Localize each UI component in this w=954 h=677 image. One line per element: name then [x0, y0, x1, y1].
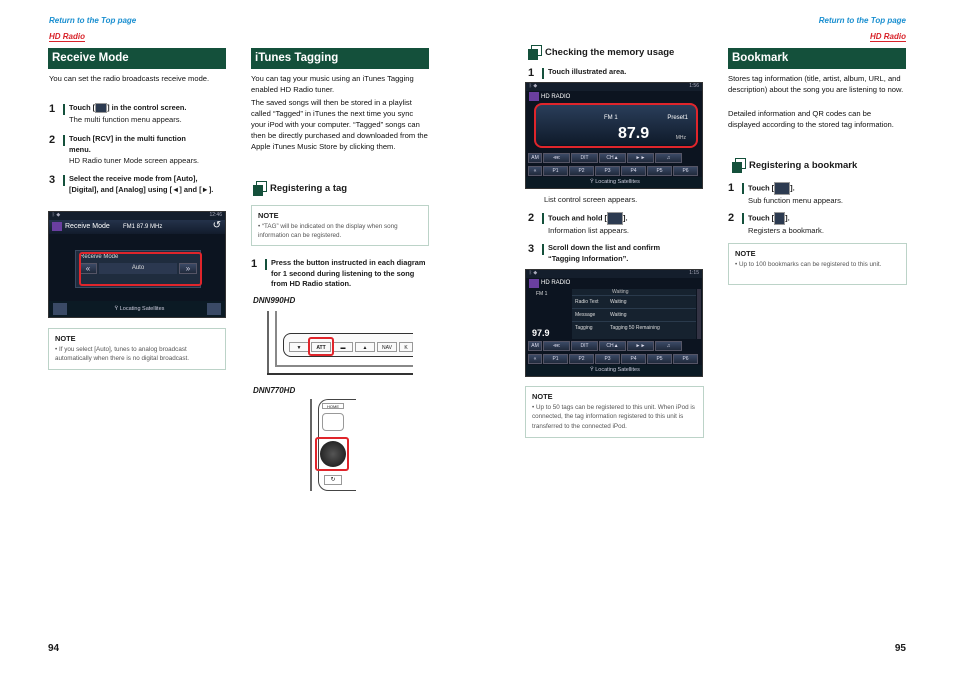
- seek-forward-button[interactable]: ►►: [627, 153, 654, 163]
- list-row: [572, 295, 696, 308]
- mode-value: Auto: [99, 263, 177, 274]
- memory-note: [525, 386, 704, 438]
- step-text: Scroll down the list and confirm “Tagging Information”.: [548, 243, 661, 263]
- previous-mode-button[interactable]: «: [79, 263, 97, 274]
- dnn990hd-panel: [267, 311, 413, 375]
- unit-label: MHz: [675, 135, 686, 141]
- step-number: 3: [49, 174, 56, 186]
- step-result: List control screen appears.: [544, 195, 638, 204]
- model-label-dnn770hd: DNN770HD: [253, 386, 296, 395]
- step-result: HD Radio tuner Mode screen appears.: [69, 156, 200, 165]
- step-text: Touch [: [748, 183, 775, 193]
- tag-note: [251, 205, 429, 246]
- hd-radio-link-left[interactable]: HD Radio: [49, 32, 85, 41]
- receive-mode-intro: You can set the radio broadcasts receive mode.: [49, 74, 210, 83]
- receive-step-1: [49, 103, 227, 125]
- band-label: FM 1: [604, 115, 618, 121]
- step-text: Touch and hold [: [548, 213, 607, 223]
- step-result: The multi function menu appears.: [69, 114, 182, 124]
- step-text: Touch [: [748, 213, 775, 223]
- note-title: NOTE: [55, 334, 76, 343]
- bluetooth-icon: ᛒ ◆: [529, 270, 538, 276]
- registering-tag-subhead: [253, 181, 347, 196]
- knob-highlight: [315, 437, 349, 471]
- hd-logo-icon: [529, 92, 539, 101]
- bluetooth-icon: ᛒ ◆: [529, 83, 538, 89]
- clock: 1:56: [689, 83, 699, 89]
- preset-3-button[interactable]: P3: [595, 166, 620, 176]
- display-highlight: [534, 103, 698, 148]
- status-text: Locating Satellites: [119, 306, 165, 312]
- dnn770hd-panel: [310, 399, 356, 491]
- receive-note: [48, 328, 226, 370]
- bookmark-icon: [774, 212, 785, 225]
- step-result: Sub function menu appears.: [748, 196, 843, 205]
- next-mode-button[interactable]: »: [179, 263, 197, 274]
- list-row: [572, 321, 696, 334]
- hd-logo-icon: [52, 222, 62, 231]
- back-icon[interactable]: ↺: [212, 220, 221, 231]
- note-title: NOTE: [532, 392, 553, 401]
- subhead-text: Checking the memory usage: [545, 47, 675, 58]
- settings-icon[interactable]: [207, 303, 221, 315]
- list-row: [572, 308, 696, 321]
- screen-title: HD RADIO: [541, 94, 571, 100]
- bookmark-step-1: [728, 182, 904, 206]
- step-text: Select the receive mode from [Auto], [Digital], and [Analog] using [◄] and [►].: [69, 174, 214, 194]
- status-text: Locating Satellites: [595, 179, 640, 185]
- step-text: ] in the control screen.: [107, 103, 187, 112]
- receive-mode-heading: Receive Mode: [48, 48, 226, 69]
- step-number: 1: [49, 103, 56, 115]
- row-label: Message: [575, 312, 596, 318]
- status-bar: [526, 365, 702, 376]
- hd-radio-screen: [525, 82, 703, 189]
- preset-6-button[interactable]: P6: [673, 166, 698, 176]
- top-page-link-right[interactable]: Return to the Top page: [818, 16, 906, 25]
- step-number: 2: [528, 212, 535, 224]
- channel-up-button[interactable]: CH▲: [599, 153, 626, 163]
- step-number: 1: [528, 67, 535, 79]
- panel-label: Receive Mode: [80, 254, 119, 260]
- preset-1-button[interactable]: P1: [543, 166, 568, 176]
- memory-step-2: [528, 212, 704, 236]
- step-text: ].: [785, 213, 790, 223]
- tag-button[interactable]: ♫: [655, 153, 682, 163]
- receive-mode-screen: [48, 211, 226, 318]
- section-marker-icon: [253, 181, 267, 196]
- step-text: ].: [622, 213, 628, 223]
- step-number: 2: [728, 212, 735, 224]
- information-list-screen: ᛒ ◆ 1:15 HD RADIO FM 1 Waiting Radio Text Waiting Message Waiting Tagging Tagging 50 Remaining 97.9 AM ⋘ DIT CH▲ ►► ♫ « P1 P2 P3 P4 P5 P6 Ÿ Locating Satellites: [525, 269, 703, 377]
- step-text: Touch [RCV] in the multi function menu.: [69, 134, 186, 154]
- itunes-intro-2: The saved songs will then be stored in a playlist called “Tagged” in iTunes the next time you sync your iPod with your computer. “Tagged” songs can then be directly purchased and downloaded from the Apple iTunes Music Store by clicking them.: [251, 98, 428, 151]
- return-icon[interactable]: ↻: [324, 475, 342, 485]
- menu-button[interactable]: [322, 413, 344, 431]
- row-label: Radio Text: [575, 299, 599, 305]
- hd-logo-icon: [529, 279, 539, 288]
- down-button[interactable]: ▼: [289, 342, 309, 352]
- note-title: NOTE: [258, 211, 279, 220]
- scrollbar[interactable]: [697, 289, 701, 339]
- up-button[interactable]: ▲: [355, 342, 375, 352]
- registering-bookmark-subhead: [732, 158, 857, 173]
- itunes-tagging-heading: iTunes Tagging: [251, 48, 429, 69]
- step-number: 1: [251, 258, 258, 270]
- row-label: Tagging: [575, 325, 593, 331]
- status-bar: [526, 177, 702, 188]
- info-list[interactable]: [572, 289, 696, 339]
- bookmark-note: [728, 243, 907, 285]
- sub-function-icon: [774, 182, 790, 195]
- bookmark-intro-1: Stores tag information (title, artist, album, URL, and description) about the song you are listening to now.: [728, 74, 904, 94]
- antenna-icon: Ÿ: [590, 367, 596, 373]
- top-page-link-left[interactable]: Return to the Top page: [49, 16, 137, 25]
- page-number-right: 95: [894, 643, 906, 654]
- antenna-icon: Ÿ: [590, 179, 596, 185]
- clock: 12:46: [209, 212, 222, 218]
- checking-memory-subhead: [528, 45, 674, 60]
- status-bar: [49, 301, 225, 317]
- note-body: • Up to 100 bookmarks can be registered to this unit.: [735, 261, 882, 268]
- note-title: NOTE: [735, 249, 756, 258]
- nav-button[interactable]: NAV: [377, 342, 397, 352]
- section-marker-icon: [528, 45, 542, 60]
- step-text: Press the button instructed in each diagram for 1 second during listening to the song from HD Radio station.: [271, 258, 426, 288]
- preset-2-button[interactable]: P2: [569, 166, 594, 176]
- preset-label: Preset1: [667, 115, 688, 121]
- frequency-value: 87.9: [618, 125, 650, 142]
- screen-title: HD RADIO: [541, 280, 571, 286]
- screen-title: Receive Mode: [65, 223, 110, 230]
- source-icon[interactable]: [53, 303, 67, 315]
- step-text: ].: [790, 183, 795, 193]
- step-number: 3: [528, 243, 535, 255]
- bookmark-intro-2: Detailed information and QR codes can be displayed according to the stored tag information.: [728, 109, 894, 129]
- hd-radio-link-right[interactable]: HD Radio: [870, 32, 906, 41]
- preset-5-button[interactable]: P5: [647, 166, 672, 176]
- collapse-icon[interactable]: «: [528, 166, 542, 176]
- minus-button[interactable]: ▬: [333, 342, 353, 352]
- multi-function-icon: [95, 103, 107, 113]
- page-number-left: 94: [48, 643, 60, 654]
- memory-step-3: [528, 243, 704, 264]
- bluetooth-icon: ᛒ ◆: [52, 212, 61, 218]
- model-label-dnn990hd: DNN990HD: [253, 296, 296, 305]
- note-body: • If you select [Auto], tunes to analog broadcast automatically when there is no digital broadcast.: [55, 346, 190, 363]
- antenna-icon: Ÿ: [114, 306, 119, 312]
- list-item-value: Waiting: [612, 289, 629, 295]
- clock: 1:15: [689, 270, 699, 276]
- bookmark-step-2: [728, 212, 904, 236]
- att-highlight: [308, 337, 334, 356]
- bookmark-heading: Bookmark: [728, 48, 906, 69]
- receive-step-2: [49, 134, 219, 166]
- list-button[interactable]: DIT: [571, 153, 598, 163]
- att-button[interactable]: ATT: [311, 342, 331, 352]
- preset-4-button[interactable]: P4: [621, 166, 646, 176]
- status-text: Locating Satellites: [595, 367, 640, 373]
- itunes-intro-1: You can tag your music using an iTunes Tagging enabled HD Radio tuner.: [251, 74, 414, 94]
- highlight-box: [79, 252, 202, 286]
- subhead-text: Registering a bookmark: [749, 160, 858, 171]
- row-value: Waiting: [610, 312, 627, 318]
- step-text: Touch [: [69, 103, 96, 112]
- note-body: • “TAG” will be indicated on the display when song information can be registered.: [258, 223, 398, 240]
- section-marker-icon: [732, 158, 746, 173]
- step-text: Touch illustrated area.: [548, 67, 627, 76]
- row-value: Tagging 50 Remaining: [610, 325, 660, 331]
- k-button[interactable]: K: [399, 342, 413, 352]
- receive-step-3: [49, 174, 225, 195]
- seek-back-button[interactable]: ⋘: [543, 153, 570, 163]
- info-icon: [607, 212, 623, 225]
- home-button[interactable]: HOME: [322, 403, 344, 409]
- screen-frequency: FM1 87.9 MHz: [123, 224, 163, 230]
- step-result: Information list appears.: [548, 226, 630, 235]
- subhead-text: Registering a tag: [270, 183, 348, 194]
- am-button[interactable]: AM: [528, 153, 542, 163]
- band-label: FM 1: [536, 291, 548, 297]
- note-body: • Up to 50 tags can be registered to this unit. When iPod is connected, the tag information registered to this unit is transferred to the connected iPod.: [532, 404, 695, 430]
- tag-step-1: [251, 258, 429, 290]
- memory-step-1: [528, 67, 704, 80]
- step-number: 1: [728, 182, 735, 194]
- step-result: Registers a bookmark.: [748, 226, 824, 235]
- step-number: 2: [49, 134, 56, 146]
- frequency-value: 97.9: [532, 328, 550, 338]
- row-value: Waiting: [610, 299, 627, 305]
